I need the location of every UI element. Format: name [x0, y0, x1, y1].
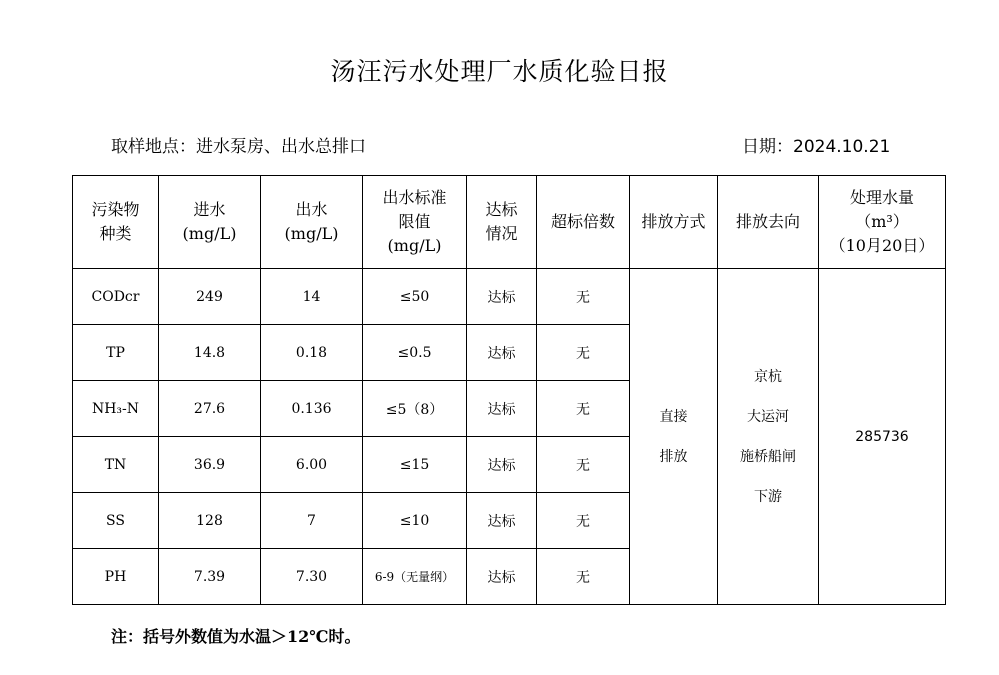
- header-volume-date: （10月20日）: [829, 236, 935, 255]
- exceed-cell: 无: [537, 325, 630, 381]
- effluent-cell: 7.30: [261, 549, 363, 605]
- header-exceed: 超标倍数: [537, 176, 630, 269]
- standard-cell: 6-9（无量纲）: [363, 549, 467, 605]
- influent-cell: 128: [159, 493, 261, 549]
- standard-cell: ≤10: [363, 493, 467, 549]
- destination-line2: 大运河: [747, 408, 789, 425]
- discharge-method-line2: 排放: [659, 448, 688, 465]
- influent-cell: 249: [159, 269, 261, 325]
- header-compliance-line1: 达标: [485, 200, 518, 219]
- treated-volume-cell: 285736: [819, 269, 946, 605]
- header-pollutant-line2: 种类: [99, 224, 132, 243]
- effluent-cell: 6.00: [261, 437, 363, 493]
- header-effluent-unit: (mg/L): [284, 224, 339, 243]
- destination-line1: 京杭: [754, 368, 782, 385]
- compliance-cell: 达标: [467, 381, 537, 437]
- effluent-cell: 0.136: [261, 381, 363, 437]
- influent-cell: 14.8: [159, 325, 261, 381]
- standard-cell: ≤5（8）: [363, 381, 467, 437]
- header-volume: [819, 176, 946, 269]
- exceed-cell: 无: [537, 549, 630, 605]
- pollutant-cell: TP: [73, 325, 159, 381]
- exceed-cell: 无: [537, 269, 630, 325]
- header-influent: [159, 176, 261, 269]
- pollutant-cell: SS: [73, 493, 159, 549]
- header-discharge-destination: 排放去向: [718, 176, 819, 269]
- discharge-destination-cell: [718, 269, 819, 605]
- exceed-cell: 无: [537, 381, 630, 437]
- effluent-cell: 14: [261, 269, 363, 325]
- header-effluent: [261, 176, 363, 269]
- header-influent-unit: (mg/L): [182, 224, 237, 243]
- compliance-cell: 达标: [467, 549, 537, 605]
- standard-cell: ≤0.5: [363, 325, 467, 381]
- compliance-cell: 达标: [467, 437, 537, 493]
- header-discharge-method: 排放方式: [630, 176, 718, 269]
- destination-line3: 施桥船闸: [740, 448, 796, 465]
- exceed-cell: 无: [537, 437, 630, 493]
- header-volume-unit: （m³）: [855, 212, 909, 231]
- header-pollutant-line1: 污染物: [91, 200, 140, 219]
- table-row: [73, 269, 946, 325]
- header-row: [73, 176, 946, 269]
- standard-cell: ≤15: [363, 437, 467, 493]
- effluent-cell: 0.18: [261, 325, 363, 381]
- discharge-method-line1: 直接: [659, 408, 688, 425]
- header-standard: [363, 176, 467, 269]
- header-compliance: [467, 176, 537, 269]
- effluent-cell: 7: [261, 493, 363, 549]
- pollutant-cell: PH: [73, 549, 159, 605]
- influent-cell: 27.6: [159, 381, 261, 437]
- report-title: 汤汪污水处理厂水质化验日报: [330, 57, 669, 86]
- header-standard-unit: (mg/L): [387, 236, 442, 255]
- pollutant-cell: TN: [73, 437, 159, 493]
- compliance-cell: 达标: [467, 493, 537, 549]
- influent-cell: 36.9: [159, 437, 261, 493]
- influent-cell: 7.39: [159, 549, 261, 605]
- destination-line4: 下游: [754, 488, 782, 505]
- water-quality-table: [72, 175, 946, 605]
- compliance-cell: 达标: [467, 325, 537, 381]
- header-effluent-line1: 出水: [295, 200, 328, 219]
- standard-cell: ≤50: [363, 269, 467, 325]
- footnote: 注：括号外数值为水温＞12℃时。: [111, 627, 361, 646]
- discharge-method-cell: [630, 269, 718, 605]
- header-pollutant: [73, 176, 159, 269]
- header-volume-line1: 处理水量: [849, 188, 914, 207]
- pollutant-cell: CODcr: [73, 269, 159, 325]
- exceed-cell: 无: [537, 493, 630, 549]
- header-standard-line2: 限值: [398, 212, 431, 231]
- compliance-cell: 达标: [467, 269, 537, 325]
- pollutant-cell: NH₃-N: [73, 381, 159, 437]
- sampling-location: 取样地点：进水泵房、出水总排口: [111, 137, 366, 157]
- header-influent-line1: 进水: [193, 200, 226, 219]
- header-compliance-line2: 情况: [485, 224, 518, 243]
- header-standard-line1: 出水标准: [382, 188, 447, 207]
- report-date: 日期：2024.10.21: [742, 137, 891, 157]
